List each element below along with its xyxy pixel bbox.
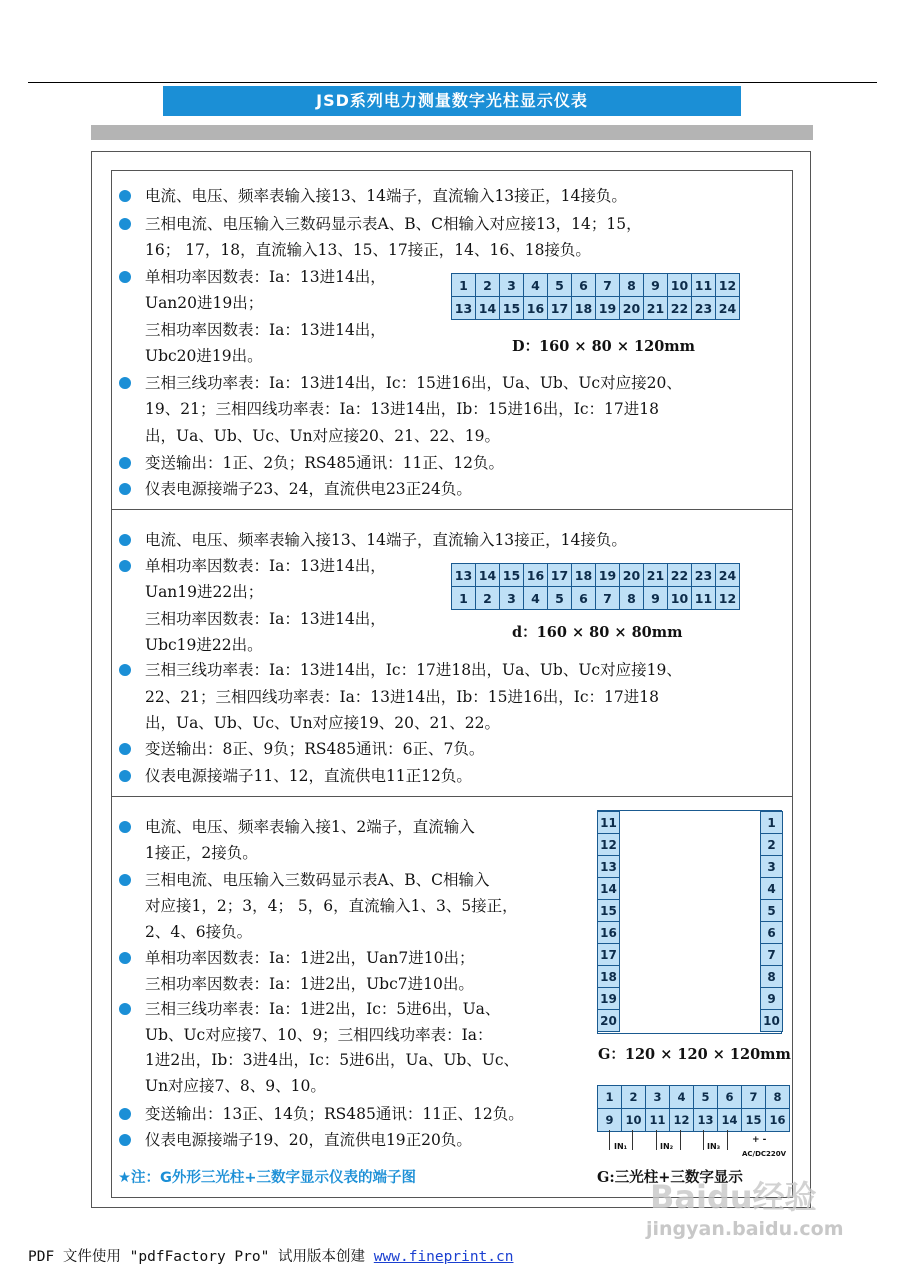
terminal-cell: 13 [598, 856, 620, 878]
terminal-cell: 15 [500, 564, 524, 587]
text-line: 单相功率因数表：Ia：13进14出， [145, 557, 386, 575]
lead-6 [727, 1130, 728, 1150]
text-line: Ubc19进22出。 [145, 636, 263, 654]
terminal-cell: 13 [452, 564, 476, 587]
text-line: Uan20进19出； [145, 294, 264, 312]
bullet-icon [119, 1108, 131, 1120]
terminal-cell: 24 [716, 564, 740, 587]
text-line: 三相功率因数表：Ia：13进14出， [145, 321, 386, 339]
terminal-cell: 6 [718, 1086, 742, 1109]
terminal-cell: 3 [761, 856, 783, 878]
terminal-cell: 4 [761, 878, 783, 900]
terminal-cell: 14 [718, 1109, 742, 1132]
text-line: Ub、Uc对应接7、10、9；三相四线功率表：Ia： [145, 1026, 493, 1044]
text-line: 电流、电压、频率表输入接1、2端子，直流输入 [145, 818, 475, 836]
terminal-cell: 8 [620, 587, 644, 610]
terminal-cell: 11 [692, 587, 716, 610]
footnote: ★注：G外形三光柱+三数字显示仪表的端子图 [118, 1170, 417, 1186]
terminal-cell: 10 [668, 274, 692, 297]
bullet-icon [119, 534, 131, 546]
terminal-cell: 10 [668, 587, 692, 610]
text-line: 仪表电源接端子11、12，直流供电11正12负。 [145, 767, 472, 785]
terminal-cell: 21 [644, 564, 668, 587]
terminal-column-right [760, 811, 783, 1032]
terminal-cell: 12 [716, 274, 740, 297]
g-meter-outline [597, 810, 782, 1034]
terminal-cell: 4 [524, 587, 548, 610]
text-line: 三相功率因数表：Ia：1进2出，Ubc7进10出。 [145, 975, 474, 993]
terminal-cell: 1 [761, 812, 783, 834]
terminal-block-small-d [451, 563, 740, 610]
terminal-cell: 21 [644, 297, 668, 320]
terminal-cell: 10 [622, 1109, 646, 1132]
bullet-icon [119, 821, 131, 833]
terminal-cell: 16 [766, 1109, 790, 1132]
terminal-cell: 19 [596, 564, 620, 587]
bullet-icon [119, 664, 131, 676]
lead-2 [632, 1130, 633, 1150]
terminal-cell: 7 [596, 587, 620, 610]
terminal-cell: 7 [742, 1086, 766, 1109]
text-line: 22、21；三相四线功率表：Ia：13进14出，Ib：15进16出，Ic：17进18 [145, 688, 659, 706]
page-title: JSD系列电力测量数字光柱显示仪表 [163, 86, 741, 116]
terminal-cell: 1 [598, 1086, 622, 1109]
text-line: 电流、电压、频率表输入接13、14端子，直流输入13接正，14接负。 [145, 531, 627, 549]
terminal-cell: 20 [620, 564, 644, 587]
bullet-icon [119, 377, 131, 389]
terminal-cell: 24 [716, 297, 740, 320]
in2-label: IN₂ [660, 1142, 674, 1151]
text-line: 出，Ua、Ub、Uc、Un对应接19、20、21、22。 [145, 714, 500, 732]
terminal-cell: 11 [646, 1109, 670, 1132]
text-line: 16； 17，18，直流输入13、15、17接正，14、16、18接负。 [145, 241, 591, 259]
bullet-icon [119, 560, 131, 572]
lead-1 [609, 1130, 610, 1150]
terminal-cell: 4 [670, 1086, 694, 1109]
g-caption: G:三光柱+三数字显示 [597, 1169, 743, 1186]
text-line: 单相功率因数表：Ia：13进14出， [145, 268, 386, 286]
text-line: Un对应接7、8、9、10。 [145, 1077, 326, 1095]
power-rating: AC/DC220V [742, 1150, 787, 1158]
text-line: 电流、电压、频率表输入接13、14端子，直流输入13接正，14接负。 [145, 187, 627, 205]
terminal-cell: 8 [620, 274, 644, 297]
text-line: Ubc20进19出。 [145, 347, 263, 365]
terminal-block-g [597, 1085, 790, 1132]
bullet-icon [119, 770, 131, 782]
lead-3 [656, 1130, 657, 1150]
text-line: 出，Ua、Ub、Uc、Un对应接20、21、22、19。 [145, 427, 500, 445]
text-line: 三相三线功率表：Ia：13进14出，Ic：15进16出，Ua、Ub、Uc对应接20、 [145, 374, 682, 392]
text-line: 2、4、6接负。 [145, 923, 253, 941]
in1-label: IN₁ [614, 1142, 628, 1151]
text-line: 对应接1，2；3，4； 5，6，直流输入1、3、5接正， [145, 897, 518, 915]
terminal-column-left [597, 811, 620, 1032]
terminal-cell: 14 [598, 878, 620, 900]
terminal-cell: 18 [572, 297, 596, 320]
terminal-cell: 9 [644, 274, 668, 297]
text-line: 变送输出：13正、14负；RS485通讯：11正、12负。 [145, 1105, 524, 1123]
bullet-icon [119, 874, 131, 886]
terminal-cell: 19 [598, 988, 620, 1010]
dimension-small-d: d：160 × 80 × 80mm [512, 624, 683, 641]
dimension-d: D：160 × 80 × 120mm [512, 338, 695, 355]
terminal-cell: 5 [548, 587, 572, 610]
pdf-footer [28, 1245, 513, 1266]
terminal-cell: 19 [596, 297, 620, 320]
terminal-cell: 3 [500, 587, 524, 610]
terminal-cell: 2 [761, 834, 783, 856]
terminal-cell: 23 [692, 564, 716, 587]
terminal-cell: 9 [761, 988, 783, 1010]
terminal-cell: 16 [524, 564, 548, 587]
bullet-icon [119, 743, 131, 755]
terminal-cell: 14 [476, 564, 500, 587]
terminal-cell: 7 [596, 274, 620, 297]
terminal-cell: 15 [500, 297, 524, 320]
bullet-icon [119, 218, 131, 230]
terminal-cell: 17 [548, 564, 572, 587]
terminal-cell: 5 [548, 274, 572, 297]
terminal-cell: 10 [761, 1010, 783, 1032]
terminal-cell: 7 [761, 944, 783, 966]
text-line: 变送输出：1正、2负；RS485通讯：11正、12负。 [145, 454, 505, 472]
text-line: 19、21；三相四线功率表：Ia：13进14出，Ib：15进16出，Ic：17进18 [145, 400, 659, 418]
terminal-cell: 9 [598, 1109, 622, 1132]
terminal-cell: 11 [598, 812, 620, 834]
terminal-cell: 11 [692, 274, 716, 297]
text-line: 三相三线功率表：Ia：1进2出，Ic：5进6出，Ua、 [145, 1000, 501, 1018]
bullet-icon [119, 952, 131, 964]
terminal-cell: 18 [598, 966, 620, 988]
terminal-cell: 2 [476, 274, 500, 297]
terminal-cell: 3 [500, 274, 524, 297]
terminal-cell: 22 [668, 564, 692, 587]
terminal-block-d [451, 273, 740, 320]
terminal-cell: 13 [694, 1109, 718, 1132]
bullet-icon [119, 1003, 131, 1015]
terminal-cell: 9 [644, 587, 668, 610]
lead-5 [703, 1130, 704, 1150]
terminal-cell: 18 [572, 564, 596, 587]
text-line: 三相功率因数表：Ia：13进14出， [145, 610, 386, 628]
terminal-cell: 17 [598, 944, 620, 966]
terminal-cell: 8 [761, 966, 783, 988]
terminal-cell: 15 [742, 1109, 766, 1132]
terminal-cell: 22 [668, 297, 692, 320]
text-line: 单相功率因数表：Ia：1进2出，Uan7进10出； [145, 949, 475, 967]
terminal-cell: 15 [598, 900, 620, 922]
terminal-cell: 1 [452, 587, 476, 610]
gray-band [91, 125, 813, 140]
terminal-cell: 6 [572, 274, 596, 297]
text-line: 三相三线功率表：Ia：13进14出，Ic：17进18出，Ua、Ub、Uc对应接19、 [145, 661, 682, 679]
terminal-cell: 2 [622, 1086, 646, 1109]
terminal-cell: 6 [572, 587, 596, 610]
bullet-icon [119, 457, 131, 469]
footer-text: PDF 文件使用 "pdfFactory Pro" 试用版本创建 [28, 1249, 374, 1265]
terminal-cell: 14 [476, 297, 500, 320]
terminal-cell: 13 [452, 297, 476, 320]
in3-label: IN₃ [707, 1142, 721, 1151]
bullet-icon [119, 1134, 131, 1146]
text-line: 1进2出，Ib：3进4出，Ic：5进6出，Ua、Ub、Uc、 [145, 1051, 520, 1069]
fineprint-link[interactable]: www.fineprint.cn [373, 1249, 514, 1265]
terminal-cell: 3 [646, 1086, 670, 1109]
lead-4 [680, 1130, 681, 1150]
terminal-cell: 20 [620, 297, 644, 320]
terminal-cell: 4 [524, 274, 548, 297]
text-line: 1接正，2接负。 [145, 844, 258, 862]
terminal-cell: 17 [548, 297, 572, 320]
text-line: 仪表电源接端子19、20，直流供电19正20负。 [145, 1131, 472, 1149]
terminal-cell: 12 [598, 834, 620, 856]
watermark-brand: Baidu经验 [650, 1178, 817, 1216]
text-line: 变送输出：8正、9负；RS485通讯：6正、7负。 [145, 740, 485, 758]
top-rule [28, 82, 877, 83]
bullet-icon [119, 271, 131, 283]
bullet-icon [119, 483, 131, 495]
terminal-cell: 16 [524, 297, 548, 320]
terminal-cell: 12 [716, 587, 740, 610]
watermark-url: jingyan.baidu.com [646, 1218, 844, 1240]
terminal-cell: 1 [452, 274, 476, 297]
text-line: 三相电流、电压输入三数码显示表A、B、C相输入 [145, 871, 490, 889]
terminal-cell: 23 [692, 297, 716, 320]
terminal-cell: 5 [761, 900, 783, 922]
text-line: Uan19进22出； [145, 583, 264, 601]
terminal-cell: 6 [761, 922, 783, 944]
bullet-icon [119, 190, 131, 202]
terminal-cell: 2 [476, 587, 500, 610]
text-line: 仪表电源接端子23、24，直流供电23正24负。 [145, 480, 472, 498]
terminal-cell: 8 [766, 1086, 790, 1109]
terminal-cell: 20 [598, 1010, 620, 1032]
terminal-cell: 12 [670, 1109, 694, 1132]
terminal-cell: 5 [694, 1086, 718, 1109]
power-polarity: + - [752, 1135, 767, 1145]
text-line: 三相电流、电压输入三数码显示表A、B、C相输入对应接13，14；15， [145, 215, 642, 233]
dimension-g: G：120 × 120 × 120mm [598, 1046, 791, 1063]
terminal-cell: 16 [598, 922, 620, 944]
